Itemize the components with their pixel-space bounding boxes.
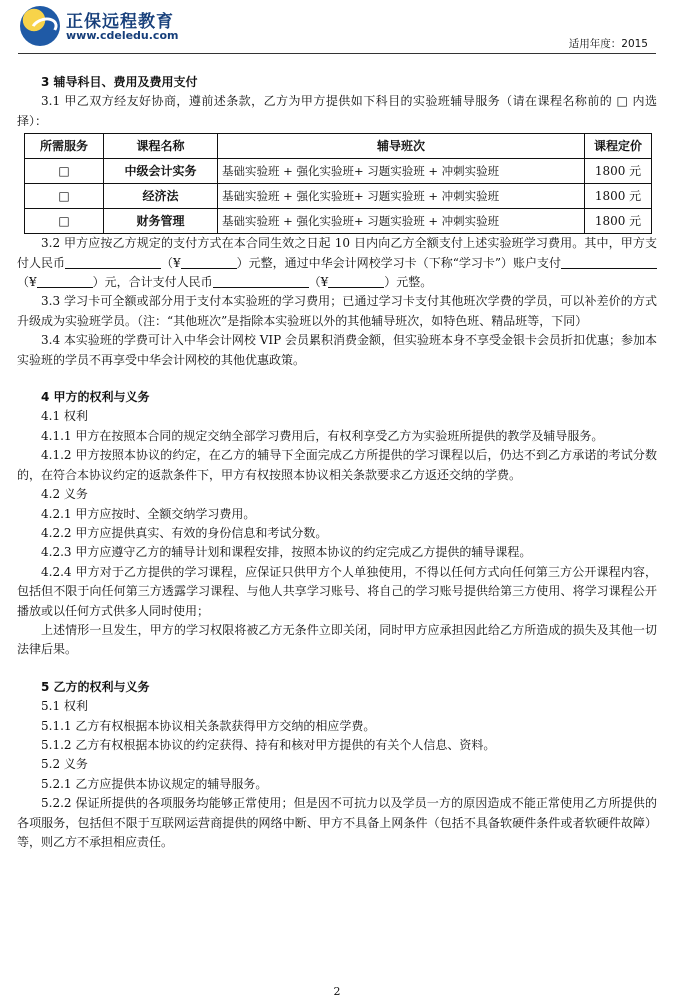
col-header-service: 所需服务 <box>25 134 104 159</box>
course-classes: 基础实验班 + 强化实验班+ 习题实验班 + 冲刺实验班 <box>218 159 585 184</box>
clause-3-2-text-c: ）元整，通过中华会计网校学习卡（下称“学习卡”）账户支付 <box>236 255 561 270</box>
clause-3-2-text-a: 3.2 甲方应按乙方规定的支付方式在本合同生效之日起 10 日内向乙方全额支付上述实验班学习费用。其中，甲方支付人民币 <box>17 236 657 270</box>
col-header-classes: 辅导班次 <box>218 134 585 159</box>
page-header <box>0 0 674 56</box>
service-checkbox[interactable]: □ <box>25 209 104 234</box>
clause-3-2-text-e: ）元，合计支付人民币 <box>92 275 213 290</box>
amount-blank-5[interactable] <box>213 275 309 288</box>
clause-4-1-1: 4.1.1 甲方在按照本合同的规定交纳全部学习费用后，有权利享受乙方为实验班所提供的教学及辅导服务。 <box>41 428 604 443</box>
course-name: 财务管理 <box>104 209 218 234</box>
applicable-year: 适用年度：2015 <box>568 38 648 50</box>
table-row <box>25 184 652 209</box>
course-classes: 基础实验班 + 强化实验班+ 习题实验班 + 冲刺实验班 <box>218 209 585 234</box>
amount-blank-2[interactable] <box>181 256 237 269</box>
spacer <box>17 370 657 388</box>
clause-5-1: 5.1 权利 <box>41 699 88 714</box>
clause-5-2: 5.2 义务 <box>41 757 88 772</box>
course-name: 经济法 <box>104 184 218 209</box>
amount-blank-6[interactable] <box>328 275 384 288</box>
clause-4-1-2: 4.1.2 甲方按照本协议的约定，在乙方的辅导下全面完成乙方所提供的学习课程以后，仍达不到乙方承诺的考试分数的，在符合本协议约定的返款条件下，甲方有权按照本协议相关条款要求乙方返还交纳的学费。 <box>17 448 657 482</box>
course-price: 1800 元 <box>585 184 652 209</box>
clause-4-2: 4.2 义务 <box>41 487 88 502</box>
col-header-course: 课程名称 <box>104 134 218 159</box>
course-name: 中级会计实务 <box>104 159 218 184</box>
amount-blank-3[interactable] <box>561 256 657 269</box>
clause-5-2-2: 5.2.2 保证所提供的各项服务均能够正常使用；但是因不可抗力以及学员一方的原因造成不能正常使用乙方所提供的各项服务，包括但不限于互联网运营商提供的网络中断、甲方不具备上网条件（包括不具备软硬件条件或者软硬件故障）等，则乙方不承担相应责任。 <box>17 796 657 849</box>
service-checkbox[interactable]: □ <box>25 184 104 209</box>
clause-4-2-4: 4.2.4 甲方对于乙方提供的学习课程，应保证只供甲方个人单独使用，不得以任何方式向任何第三方公开课程内容，包括但不限于向任何第三方透露学习课程、与他人共享学习账号、将自己的学习账号提供给第三方使用、将学习课程公开播放或以任何方式供多人同时使用； <box>17 564 657 618</box>
table-header-row <box>25 134 652 159</box>
document-body <box>17 73 657 852</box>
brand-name: 正保远程教育 <box>66 12 174 32</box>
clause-3-4: 3.4 本实验班的学费可计入中华会计网校 VIP 会员累积消费金额，但实验班本身不享受金银卡会员折扣优惠；参加本实验班的学员不再享受中华会计网校的其他优惠政策。 <box>17 333 658 367</box>
clause-5-2-1: 5.2.1 乙方应提供本协议规定的辅导服务。 <box>41 776 268 791</box>
service-checkbox[interactable]: □ <box>25 159 104 184</box>
clause-4-2-1: 4.2.1 甲方应按时、全额交纳学习费用。 <box>41 506 256 521</box>
course-price: 1800 元 <box>585 209 652 234</box>
amount-blank-4[interactable] <box>37 275 93 288</box>
clause-3-2-text-g: ）元整。 <box>384 275 433 290</box>
brand-website: www.cdeledu.com <box>66 29 179 42</box>
col-header-price: 课程定价 <box>585 134 652 159</box>
clause-3-2-text-b: （¥ <box>161 255 181 270</box>
course-table <box>24 133 652 234</box>
course-classes: 基础实验班 + 强化实验班+ 习题实验班 + 冲刺实验班 <box>218 184 585 209</box>
clause-3-3: 3.3 学习卡可全额或部分用于支付本实验班的学习费用；已通过学习卡支付其他班次学费的学员，可以补差价的方式升级成为实验班学员。（注：“其他班次”是指除本实验班以外的其他辅导班次，如特色班、精品班等，下同） <box>17 294 657 328</box>
section-5-title: 5 乙方的权利与义务 <box>41 679 150 694</box>
clause-3-2 <box>17 234 657 292</box>
clause-4-2-3: 4.2.3 甲方应遵守乙方的辅导计划和课程安排，按照本协议的约定完成乙方提供的辅导课程。 <box>41 545 532 560</box>
clause-3-2-text-f: （¥ <box>308 275 329 290</box>
course-price: 1800 元 <box>585 159 652 184</box>
clause-4-2-2: 4.2.2 甲方应提供真实、有效的身份信息和考试分数。 <box>41 525 328 540</box>
clause-3-2-text-d: （¥ <box>17 275 37 290</box>
section-3-title: 3 辅导科目、费用及费用支付 <box>41 75 198 89</box>
clause-3-1: 3.1 甲乙双方经友好协商，遵前述条款，乙方为甲方提供如下科目的实验班辅导服务（请在课程名称前的 □ 内选择）： <box>17 94 657 128</box>
table-row <box>25 159 652 184</box>
page-number: 2 <box>333 985 341 998</box>
header-divider <box>18 53 656 54</box>
company-logo <box>20 6 60 46</box>
spacer <box>17 660 657 678</box>
clause-5-1-2: 5.1.2 乙方有权根据本协议的约定获得、持有和核对甲方提供的有关个人信息、资料。 <box>41 737 496 752</box>
clause-5-1-1: 5.1.1 乙方有权根据本协议相关条款获得甲方交纳的相应学费。 <box>41 718 376 733</box>
amount-blank-1[interactable] <box>65 256 161 269</box>
section-4-title: 4 甲方的权利与义务 <box>41 390 150 405</box>
table-row <box>25 209 652 234</box>
clause-4-2-4-consequence: 上述情形一旦发生，甲方的学习权限将被乙方无条件立即关闭，同时甲方应承担因此给乙方所造成的损失及其他一切法律后果。 <box>17 622 657 657</box>
clause-4-1: 4.1 权利 <box>41 409 88 424</box>
